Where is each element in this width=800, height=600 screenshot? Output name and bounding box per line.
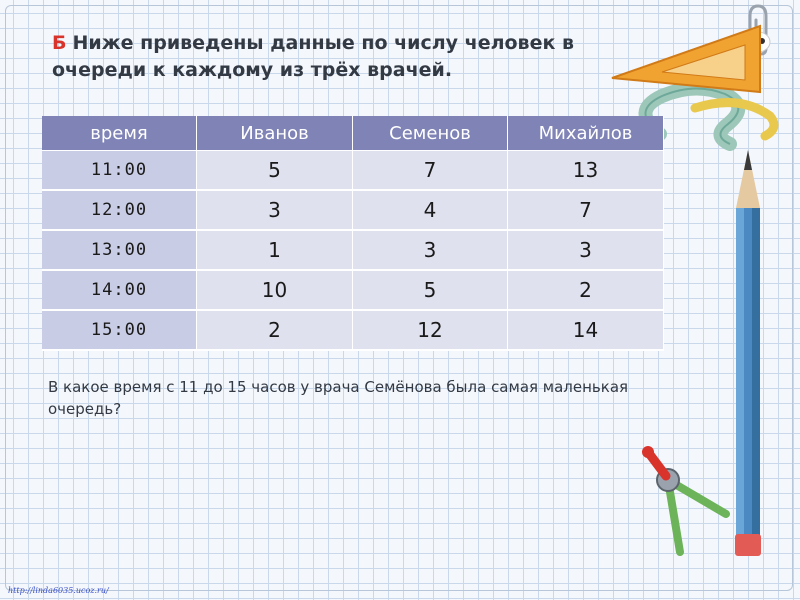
table-row xyxy=(42,231,664,271)
title-text: Ниже приведены данные по числу человек в очереди к каждому из трёх врачей. xyxy=(52,32,574,81)
queue-table xyxy=(42,116,664,351)
row-time: 11:00 xyxy=(42,151,197,191)
header-semenov: Семенов xyxy=(353,116,508,151)
task-letter: Б xyxy=(52,32,67,54)
cell-semenov: 3 xyxy=(353,231,508,271)
cell-mikhailov: 13 xyxy=(508,151,664,191)
source-link[interactable]: http://linda6035.ucoz.ru/ xyxy=(8,586,109,595)
table-row xyxy=(42,271,664,311)
header-mikhailov: Михайлов xyxy=(508,116,664,151)
cell-mikhailov: 7 xyxy=(508,191,664,231)
row-time: 14:00 xyxy=(42,271,197,311)
table-header-row xyxy=(42,116,664,151)
table-row xyxy=(42,191,664,231)
table-row xyxy=(42,311,664,351)
cell-ivanov: 5 xyxy=(197,151,353,191)
row-time: 15:00 xyxy=(42,311,197,351)
row-time: 12:00 xyxy=(42,191,197,231)
cell-mikhailov: 14 xyxy=(508,311,664,351)
question-text: В какое время с 11 до 15 часов у врача Семёнова была самая маленькая очередь? xyxy=(48,378,629,418)
table-row xyxy=(42,151,664,191)
header-time: время xyxy=(42,116,197,151)
row-time: 13:00 xyxy=(42,231,197,271)
cell-ivanov: 1 xyxy=(197,231,353,271)
cell-semenov: 5 xyxy=(353,271,508,311)
cell-semenov: 7 xyxy=(353,151,508,191)
cell-mikhailov: 2 xyxy=(508,271,664,311)
cell-mikhailov: 3 xyxy=(508,231,664,271)
slide-title xyxy=(52,30,632,84)
header-ivanov: Иванов xyxy=(197,116,353,151)
compass-icon xyxy=(630,440,740,560)
cell-semenov: 12 xyxy=(353,311,508,351)
cell-ivanov: 10 xyxy=(197,271,353,311)
cell-semenov: 4 xyxy=(353,191,508,231)
cell-ivanov: 2 xyxy=(197,311,353,351)
cell-ivanov: 3 xyxy=(197,191,353,231)
